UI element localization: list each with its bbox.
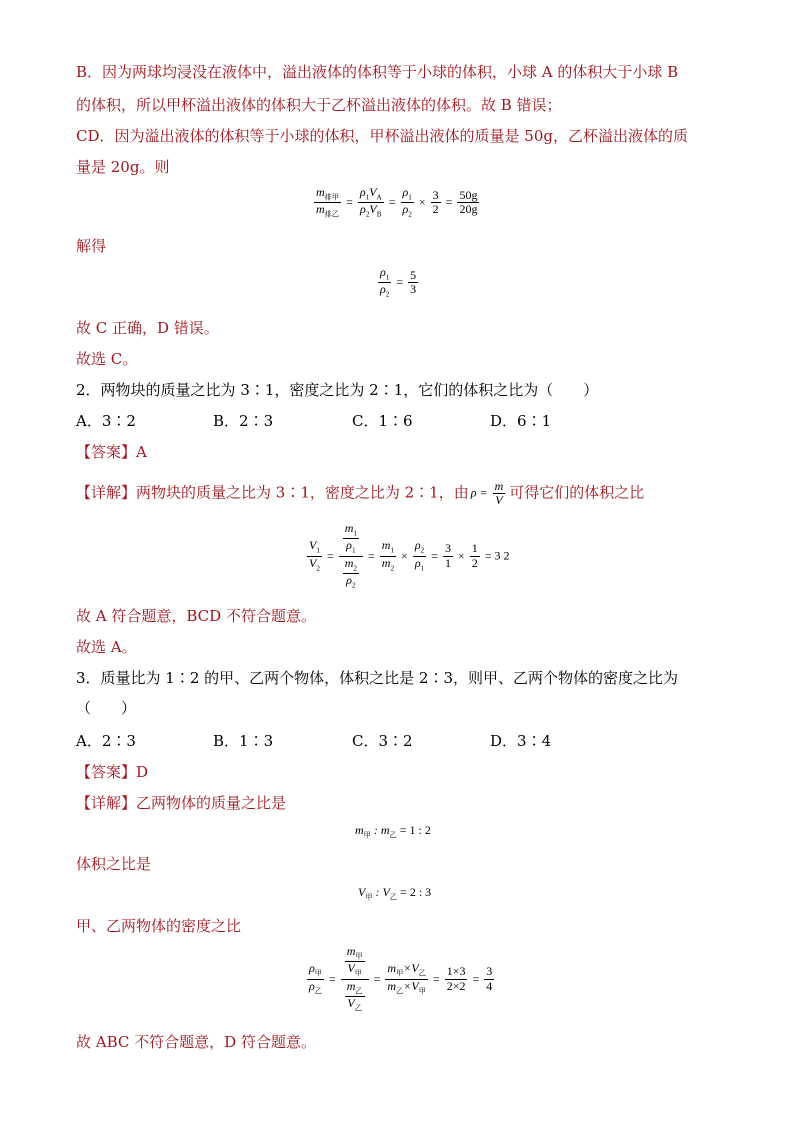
- q2-detail-line: 【详解】两物块的质量之比为 3∶1，密度之比为 2∶1，由 ρ = $\frac{m}{V}$ 可得它们的体积之比: [76, 479, 645, 508]
- q3-volume-label: 体积之比是: [76, 855, 152, 873]
- explanation-cd-line-2: 量是 20g。则: [76, 158, 170, 176]
- conclusion-c-correct: 故 C 正确，D 错误。: [76, 319, 219, 337]
- explanation-b-line-1: B．因为两球均浸没在液体中，溢出液体的体积等于小球的体积，小球 A 的体积大于小球 B: [76, 63, 679, 81]
- equation-mass-ratio: $\frac{m_{排甲}}{m_{排乙}}$ = $\frac{\rho_1V_A}{\rho_2V_B}$ = $\frac{\rho_1}{\rho_2}$ × $\frac{3}{2}$ = $\frac{50g}{20g}$: [316, 185, 478, 219]
- question-2-stem: 2．两物块的质量之比为 3∶1，密度之比为 2∶1，它们的体积之比为（ ）: [76, 381, 599, 399]
- q2-choose: 故选 A。: [76, 638, 137, 656]
- q3-option-d: D．3∶4: [490, 732, 552, 750]
- explanation-cd-line-1: CD．因为溢出液体的体积等于小球的体积，甲杯溢出液体的质量是 50g，乙杯溢出液体的质: [76, 127, 688, 145]
- q2-option-b: B．2∶3: [213, 412, 274, 430]
- q2-conclusion: 故 A 符合题意，BCD 不符合题意。: [76, 607, 316, 625]
- question-3-stem-2: （ ）: [76, 699, 137, 717]
- equation-density-ratio-jia-yi: $\frac{\rho_甲}{\rho_乙}$ = $\frac{\frac{m_甲}{V_甲}}{\frac{m_乙}{V_乙}}$ = $\frac{m_甲\times V_乙}{m_乙\times V_甲}$ = $\frac{1\times 3}{2\times 2}$ = $\frac{3}{4}$: [309, 944, 493, 1013]
- q2-answer-line: [76, 442, 147, 462]
- q2-answer: A: [136, 443, 147, 461]
- q2-option-a: A．3∶2: [76, 412, 136, 430]
- q3-conclusion: 故 ABC 不符合题意，D 符合题意。: [76, 1033, 316, 1051]
- solve-label: 解得: [76, 237, 107, 255]
- q2-option-d: D．6∶1: [490, 412, 552, 430]
- equation-volume-ratio-jia-yi: $V_甲$ : $V_乙 = 2$ : 3: [358, 885, 432, 902]
- q3-option-c: C．3∶2: [352, 732, 413, 750]
- choose-c: 故选 C。: [76, 350, 138, 368]
- equation-density-ratio: $\frac{\rho_1}{\rho_2}$ = $\frac{5}{3}$: [380, 265, 417, 299]
- answer-tag: 【答案】: [76, 443, 137, 461]
- detail-tag: 【详解】: [76, 483, 137, 502]
- equation-volume-ratio: $\frac{V_1}{V_2}$ = $\frac{\frac{m_1}{\rho_1}}{\frac{m_2}{\rho_2}}$ = $\frac{m_1}{m_2}$ × $\frac{\rho_2}{\rho_1}$ = $\frac{3}{1}$ × $\frac{1}{2}$ = 3 2: [309, 521, 510, 590]
- q3-detail-line: 【详解】乙两物体的质量之比是: [76, 794, 287, 812]
- q3-density-label: 甲、乙两物体的密度之比: [76, 917, 242, 935]
- q3-answer-line: 【答案】D: [76, 763, 149, 781]
- q2-option-c: C．1∶6: [352, 412, 413, 430]
- explanation-b-line-2: 的体积，所以甲杯溢出液体的体积大于乙杯溢出液体的体积。故 B 错误；: [76, 96, 562, 114]
- q3-answer: D: [136, 763, 149, 781]
- q3-option-b: B．1∶3: [213, 732, 274, 750]
- question-3-stem-1: 3．质量比为 1∶2 的甲、乙两个物体，体积之比是 2∶3，则甲、乙两个物体的密度之比为: [76, 669, 679, 687]
- density-formula: ρ = $\frac{m}{V}$: [470, 479, 504, 508]
- equation-mass-ratio-jia-yi: $m_甲$ : $m_乙 = 1$ : 2: [355, 823, 431, 840]
- q3-option-a: A．2∶3: [76, 732, 136, 750]
